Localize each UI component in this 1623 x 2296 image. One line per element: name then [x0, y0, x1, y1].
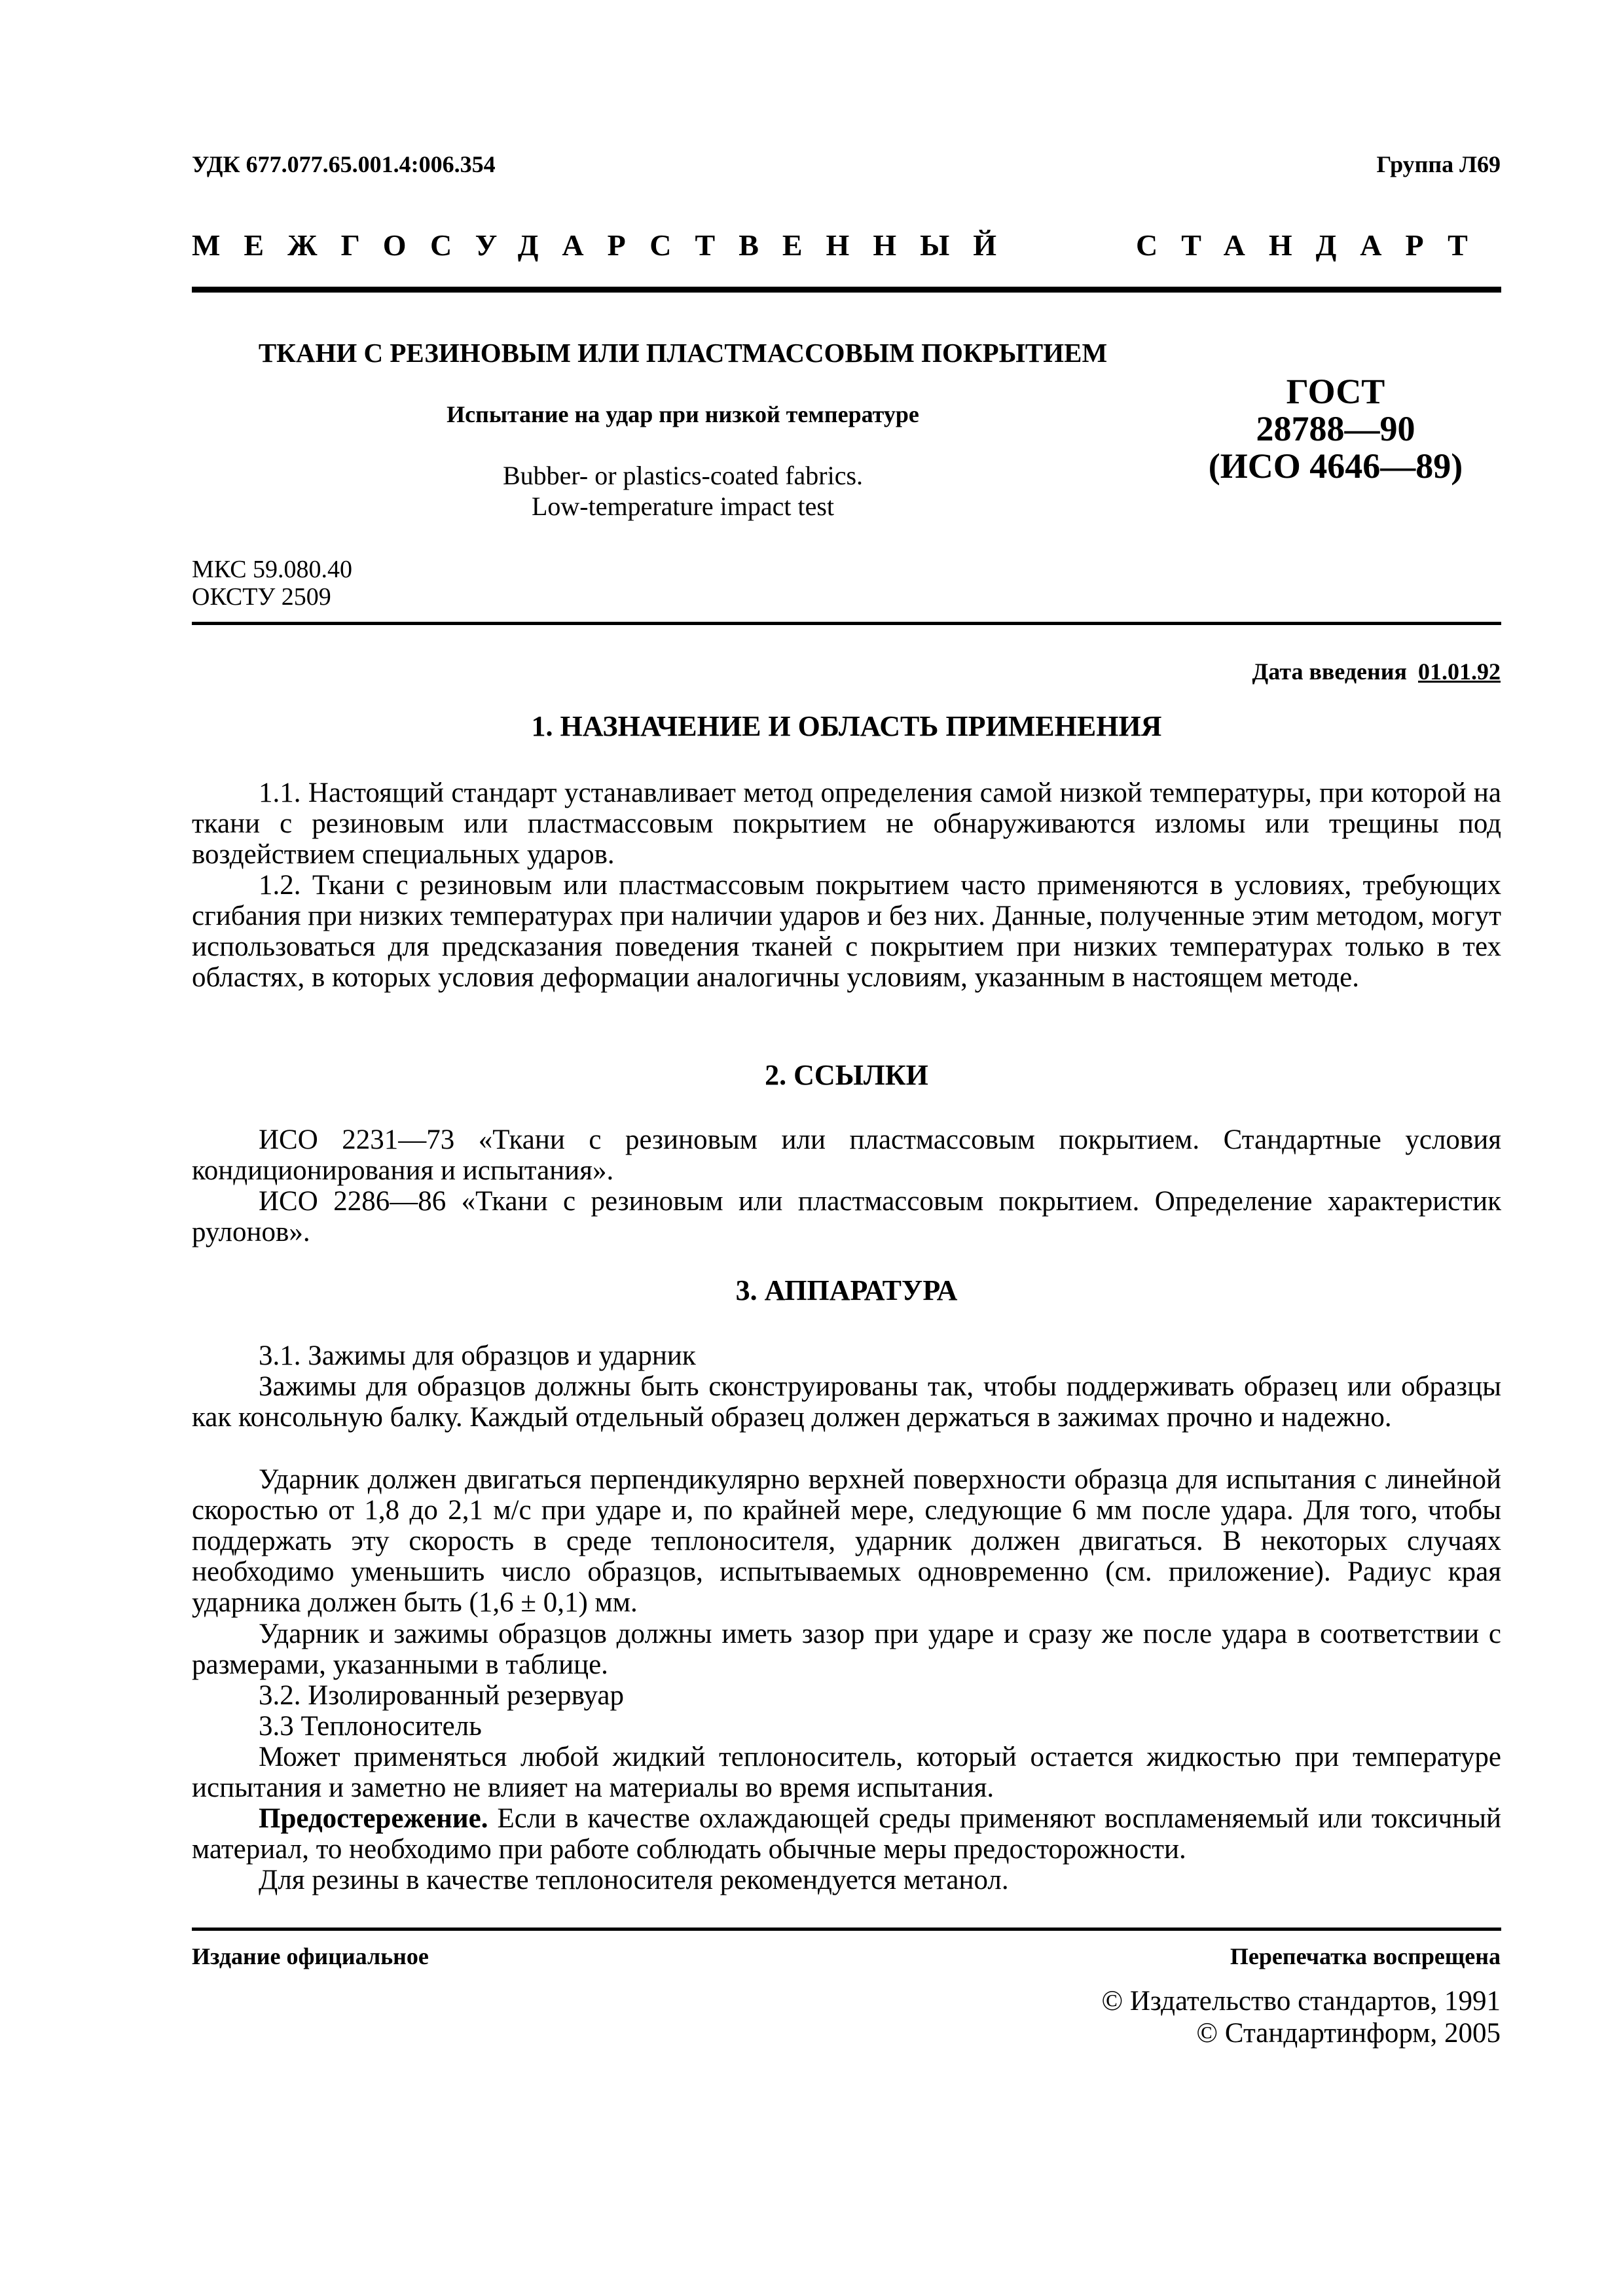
standard-banner-left: МЕЖГОСУДАРСТВЕННЫЙ — [192, 228, 1021, 262]
paragraph-clearance: Ударник и зажимы образцов должны иметь зазор при ударе и сразу же после удара в соответствии с размерами, указанными в таблице. — [192, 1619, 1501, 1680]
iso-number: (ИСО 4646—89) — [1208, 446, 1463, 486]
reference-iso-2286: ИСО 2286—86 «Ткани с резиновым или пластмассовым покрытием. Определение характеристик рулонов». — [192, 1186, 1501, 1247]
english-title-line2: Low-temperature impact test — [531, 492, 835, 521]
paragraph-1-1: 1.1. Настоящий стандарт устанавливает метод определения самой низкой температуры, при которой на ткани с резиновым или пластмассовым покрытием не обнаруживаются изломы или трещины под воздействием специальных ударов. — [192, 778, 1501, 870]
group-code: Группа Л69 — [1376, 151, 1501, 177]
paragraph-warning — [192, 1803, 1501, 1865]
english-title-line1: Bubber- or plastics-coated fabrics. — [502, 461, 864, 490]
standard-banner-right: СТАНДАРТ — [1136, 228, 1491, 262]
section-1-heading: 1. НАЗНАЧЕНИЕ И ОБЛАСТЬ ПРИМЕНЕНИЯ — [531, 710, 1162, 742]
reference-iso-2231: ИСО 2231—73 «Ткани с резиновым или пластмассовым покрытием. Стандартные условия кондиционирования и испытания». — [192, 1124, 1501, 1186]
paragraph-3-3: 3.3 Теплоноситель — [259, 1711, 482, 1742]
paragraph-striker: Ударник должен двигаться перпендикулярно верхней поверхности образца для испытания с линейной скоростью от 1,8 до 2,1 м/с при ударе и, по крайней мере, следующие 6 мм после удара. Для того, чтобы поддержать эту скорость в среде теплоносителя, ударник должен двигаться. В некоторых случаях необходимо уменьшить число образцов, испытываемых одновременно (см. приложение). Радиус края ударника должен быть (1,6 ± 0,1) мм. — [192, 1464, 1501, 1618]
effective-date-value: 01.01.92 — [1418, 658, 1501, 685]
section-2-heading: 2. ССЫЛКИ — [765, 1059, 928, 1091]
document-title: ТКАНИ С РЕЗИНОВЫМ ИЛИ ПЛАСТМАССОВЫМ ПОКРЫТИЕМ — [258, 338, 1108, 368]
reprint-prohibited: Перепечатка воспрещена — [1230, 1943, 1501, 1969]
paragraph-3-1: 3.1. Зажимы для образцов и ударник — [259, 1340, 696, 1371]
effective-date — [1252, 658, 1501, 685]
header-thick-rule — [192, 287, 1501, 293]
title-rule — [192, 622, 1501, 625]
copyright-publisher: © Издательство стандартов, 1991 — [1101, 1986, 1501, 2017]
effective-date-label: Дата введения — [1252, 658, 1407, 685]
gost-number: 28788—90 — [1256, 409, 1415, 448]
document-subtitle: Испытание на удар при низкой температуре — [447, 401, 919, 427]
footer-rule — [192, 1928, 1501, 1931]
mks-code: МКС 59.080.40 — [192, 556, 353, 583]
okstu-code: ОКСТУ 2509 — [192, 583, 331, 611]
official-edition: Издание официальное — [192, 1943, 429, 1969]
warning-text: Если в качестве охлаждающей среды применяют воспламеняемый или токсичный материал, то необходимо при работе соблюдать обычные меры предосторожности. — [192, 1803, 1501, 1865]
warning-label: Предостережение. — [259, 1803, 488, 1834]
paragraph-heat-carrier: Может применяться любой жидкий теплоноситель, который остается жидкостью при температуре испытания и заметно не влияет на материалы во время испытания. — [192, 1742, 1501, 1803]
copyright-standartinform: © Стандартинформ, 2005 — [1196, 2018, 1501, 2049]
paragraph-1-2: 1.2. Ткани с резиновым или пластмассовым покрытием часто применяются в условиях, требующих сгибания при низких температурах при наличии ударов и без них. Данные, полученные этим методом, могут использоваться для предсказания поведения тканей с покрытием при низких температурах только в тех областях, в которых условия деформации аналогичны условиям, указанным в настоящем методе. — [192, 870, 1501, 993]
udk-code: УДК 677.077.65.001.4:006.354 — [192, 151, 496, 177]
paragraph-methanol: Для резины в качестве теплоносителя рекомендуется метанол. — [259, 1865, 1009, 1895]
paragraph-3-2: 3.2. Изолированный резервуар — [259, 1680, 624, 1711]
gost-label: ГОСТ — [1286, 372, 1385, 411]
section-3-heading: 3. АППАРАТУРА — [735, 1274, 958, 1306]
paragraph-clamps: Зажимы для образцов должны быть сконструированы так, чтобы поддерживать образец или образцы как консольную балку. Каждый отдельный образец должен держаться в зажимах прочно и надежно. — [192, 1371, 1501, 1433]
gost-designation — [1172, 373, 1499, 485]
